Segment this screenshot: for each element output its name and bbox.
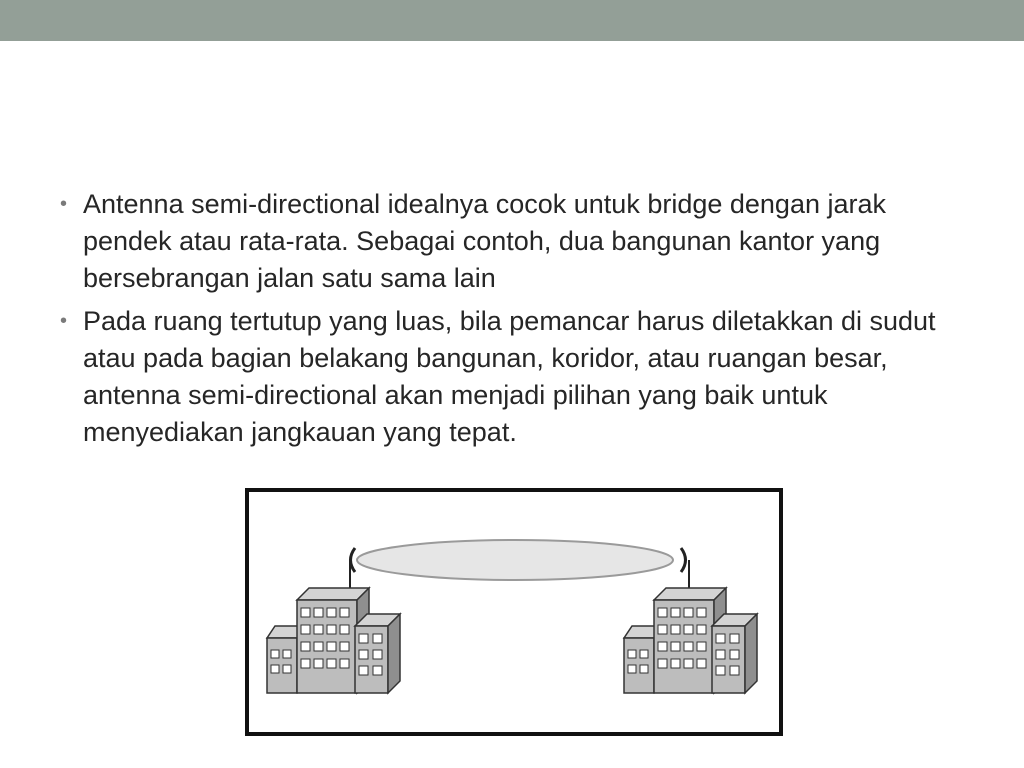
slide-content [60,186,965,457]
bridge-diagram [245,488,783,736]
bridge-diagram-svg [245,488,783,736]
top-accent-bar [0,0,1024,41]
bullet-text-2: Pada ruang tertutup yang luas, bila pemancar harus diletakkan di sudut atau pada bagian belakang bangunan, koridor, atau ruangan besar, antenna semi-directional akan menjadi pilihan yang baik untuk menyediakan jangkauan yang tepat. [83,306,936,447]
bullet-dot-icon: • [60,193,68,215]
bullet-item-1 [60,186,965,297]
bullet-list [60,186,965,451]
bullet-item-2 [60,303,965,451]
bullet-dot-icon: • [60,310,68,332]
signal-beam-icon [357,540,673,580]
bullet-text-1: Antenna semi-directional idealnya cocok untuk bridge dengan jarak pendek atau rata-rata. Sebagai contoh, dua bangunan kantor yang bersebrangan jalan satu sama lain [83,189,886,293]
